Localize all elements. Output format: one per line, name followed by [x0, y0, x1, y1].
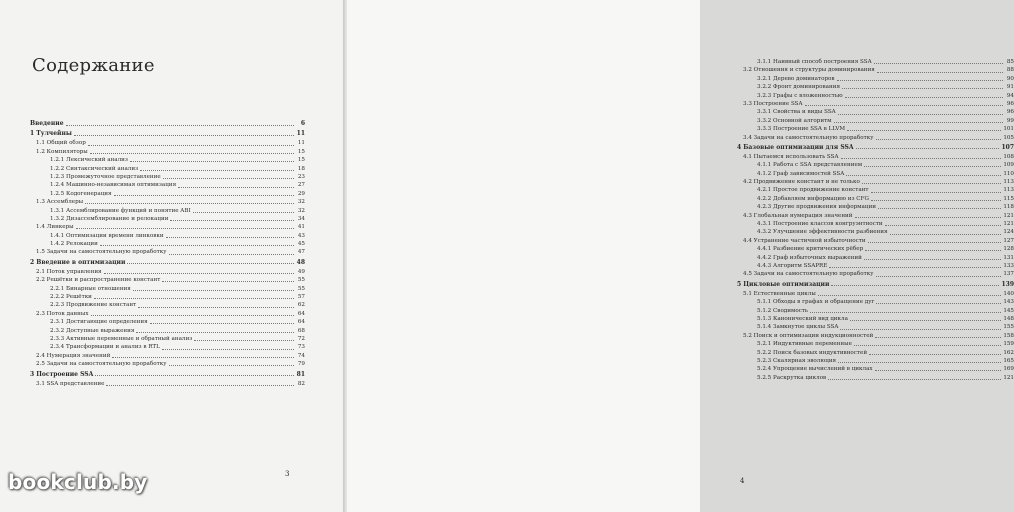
- toc-entry-title: 2.2.1 Бинарные отношения: [50, 285, 131, 292]
- toc-entry-page: 107: [1001, 143, 1014, 151]
- toc-section[interactable]: [30, 148, 305, 156]
- toc-entry-page: 85: [1006, 59, 1014, 65]
- toc-entry-title: 4.1 Пытаемся использовать SSA: [743, 153, 839, 160]
- toc-dot-leader: [76, 223, 294, 229]
- toc-entry-title: 2.3.2 Доступные выражения: [50, 327, 135, 334]
- toc-entry-page: 90: [1006, 75, 1014, 82]
- toc-subsection[interactable]: [737, 125, 1014, 133]
- toc-entry-title: 4.1.2 Граф зависимостей SSA: [757, 170, 845, 177]
- toc-dot-leader: [846, 170, 1001, 176]
- toc-entry-page: 62: [297, 302, 305, 309]
- left-page: [0, 0, 343, 512]
- toc-entry-title: 5.2.4 Упрощение вычислений в циклах: [757, 366, 873, 373]
- toc-entry-title: 1.4.1 Оптимизации времени линковки: [50, 232, 164, 239]
- toc-dot-leader: [885, 220, 1002, 226]
- toc-subsection[interactable]: [30, 301, 305, 309]
- toc-dot-leader: [136, 327, 294, 333]
- toc-dot-leader: [140, 165, 294, 171]
- toc-entry-title: 1.2.2 Синтаксический анализ: [50, 165, 139, 172]
- toc-subsection[interactable]: [737, 228, 1014, 236]
- toc-entry-title: 2.2.2 Решётки: [50, 294, 92, 301]
- toc-entry-page: 110: [1003, 170, 1014, 177]
- toc-dot-leader: [841, 153, 1002, 159]
- toc-entry-title: 2 Введение в оптимизации: [30, 258, 126, 266]
- toc-subsection[interactable]: [30, 318, 305, 326]
- toc-entry-page: 96: [1006, 109, 1014, 116]
- toc-dot-leader: [876, 298, 1001, 304]
- toc-entry-page: 148: [1003, 315, 1014, 322]
- toc-dot-leader: [875, 365, 1002, 371]
- page-number-right: 4: [740, 477, 745, 485]
- toc-dot-leader: [90, 148, 294, 154]
- toc-dot-leader: [874, 58, 1003, 64]
- toc-entry-page: 115: [1003, 195, 1014, 202]
- page-title: Содержание: [32, 55, 155, 76]
- toc-entry-title: 1.2.3 Промежуточное представление: [50, 173, 161, 180]
- toc-dot-leader: [169, 249, 294, 255]
- toc-entry-page: 118: [1003, 204, 1014, 211]
- toc-entry-title: 1.2.4 Машинно-независимая оптимизация: [50, 182, 177, 189]
- toc-dot-leader: [856, 143, 1000, 149]
- toc-entry-page: 79: [297, 361, 305, 368]
- toc-dot-leader: [868, 237, 1002, 243]
- toc-subsection[interactable]: [737, 75, 1014, 83]
- toc-chapter[interactable]: [30, 369, 305, 380]
- toc-entry-page: 133: [1003, 262, 1014, 269]
- toc-subsection[interactable]: [737, 315, 1014, 323]
- toc-section[interactable]: [737, 270, 1014, 278]
- toc-entry-title: 4.4.1 Разбиение критических рёбер: [757, 246, 864, 253]
- toc-dot-leader: [100, 240, 294, 246]
- toc-dot-leader: [112, 352, 294, 358]
- toc-entry-page: 34: [297, 215, 305, 222]
- toc-entry-page: 27: [297, 182, 305, 189]
- toc-entry-title: 4.2.3 Другие продвижения информации: [757, 204, 876, 211]
- toc-entry-title: 2.3.4 Трансформации и анализ в RTL: [50, 344, 160, 351]
- toc-subsection[interactable]: [30, 181, 305, 189]
- toc-section[interactable]: [30, 248, 305, 256]
- toc-subsection[interactable]: [737, 357, 1014, 365]
- toc-entry-page: 140: [1003, 290, 1014, 297]
- toc-dot-leader: [876, 271, 1002, 277]
- toc-entry-title: 3.3 Построение SSA: [743, 100, 803, 107]
- toc-subsection[interactable]: [737, 254, 1014, 262]
- toc-subsection[interactable]: [737, 365, 1014, 373]
- toc-entry-page: 109: [1003, 162, 1014, 169]
- toc-entry-title: 4.5 Задачи на самостоятельную проработку: [743, 271, 874, 278]
- toc-dot-leader: [862, 178, 1001, 184]
- toc-dot-leader: [871, 195, 1001, 201]
- toc-subsection[interactable]: [30, 240, 305, 248]
- toc-entry-title: 3.2.3 Графы с вложенностью: [757, 92, 843, 99]
- toc-entry-title: 1.4 Линкеры: [36, 224, 74, 231]
- toc-entry-page: 45: [297, 241, 305, 248]
- toc-section[interactable]: [737, 290, 1014, 298]
- toc-entry-title: 1.3 Ассемблеры: [36, 199, 84, 206]
- toc-entry-title: 1.3.1 Ассемблирование функций и понятие ABI: [50, 207, 191, 214]
- toc-entry-page: 99: [1006, 117, 1014, 124]
- toc-dot-leader: [850, 315, 1001, 321]
- toc-dot-leader: [838, 109, 1003, 115]
- toc-entry-page: 155: [1003, 324, 1014, 331]
- toc-subsection[interactable]: [737, 298, 1014, 306]
- toc-section[interactable]: [737, 237, 1014, 245]
- toc-dot-leader: [193, 207, 294, 213]
- toc-dot-leader: [74, 130, 294, 136]
- toc-entry-page: 47: [297, 249, 305, 256]
- toc-entry-title: 3.3.1 Свойства и виды SSA: [757, 109, 836, 116]
- toc-entry-title: 5.2.1 Индуктивные переменные: [757, 341, 852, 348]
- toc-subsection[interactable]: [737, 186, 1014, 194]
- toc-entry-page: 165: [1003, 357, 1014, 364]
- toc-entry-page: 74: [297, 352, 305, 359]
- toc-entry-title: 1.5 Задачи на самостоятельную проработку: [36, 249, 167, 256]
- toc-entry-title: 5.1.3 Канонический вид цикла: [757, 315, 848, 322]
- toc-subsection[interactable]: [737, 117, 1014, 125]
- right-page: [347, 0, 1014, 512]
- toc-entry-title: 4.4 Устранение частичной избыточности: [743, 237, 866, 244]
- toc-entry-page: 88: [1006, 67, 1014, 74]
- watermark-logo: bookclub.by: [8, 470, 148, 494]
- toc-entry-title: 3.2.1 Дерево доминаторов: [757, 75, 835, 82]
- toc-entry-title: 3.4 Задачи на самостоятельную проработку: [743, 134, 874, 141]
- toc-subsection[interactable]: [737, 195, 1014, 203]
- toc-entry-title: 4.3 Глобальная нумерация значений: [743, 212, 853, 219]
- toc-entry-title: 2.3.1 Достигающие определения: [50, 319, 148, 326]
- toc-subsection[interactable]: [737, 161, 1014, 169]
- toc-dot-leader: [878, 203, 1001, 209]
- toc-section[interactable]: [30, 276, 305, 284]
- toc-entry-title: 4.4.3 Алгоритм SSAPRE: [757, 262, 828, 269]
- toc-subsection[interactable]: [737, 203, 1014, 211]
- toc-entry-page: 105: [1003, 134, 1014, 141]
- toc-entry-title: 4.3.2 Улучшение эффективности разбиения: [757, 229, 888, 236]
- toc-dot-leader: [85, 198, 294, 204]
- toc-entry-page: 113: [1003, 179, 1014, 186]
- toc-dot-leader: [865, 245, 1001, 251]
- toc-subsection[interactable]: [30, 343, 305, 351]
- toc-dot-leader: [837, 75, 1003, 81]
- toc-entry-page: 11: [297, 140, 305, 147]
- toc-entry-title: 3.3.2 Основной алгоритм: [757, 117, 832, 124]
- toc-dot-leader: [170, 215, 294, 221]
- toc-subsection[interactable]: [737, 108, 1014, 116]
- toc-entry-title: 3.2 Отношения и структуры доминирования: [743, 67, 875, 74]
- toc-subsection[interactable]: [30, 190, 305, 198]
- toc-entry-page: 57: [297, 294, 305, 301]
- toc-dot-leader: [178, 182, 294, 188]
- toc-subsection[interactable]: [737, 245, 1014, 253]
- toc-entry-title: 5.2.3 Скалярная эволюция: [757, 357, 837, 364]
- toc-dot-leader: [847, 125, 1001, 131]
- toc-dot-leader: [831, 280, 999, 286]
- toc-entry-title: 5.2.5 Раскрутка циклов: [757, 374, 827, 381]
- toc-dot-leader: [864, 254, 1001, 260]
- toc-entry-title: Введение: [30, 120, 64, 127]
- toc-entry-title: 3.1.1 Наивный способ построения SSA: [757, 59, 872, 65]
- toc-entry-page: 15: [297, 148, 305, 155]
- toc-entry-title: 4.2.1 Простое продвижение констант: [757, 187, 869, 194]
- toc-dot-leader: [810, 307, 1001, 313]
- toc-subsection[interactable]: [30, 156, 305, 164]
- toc-dot-leader: [805, 100, 1003, 106]
- toc-dot-leader: [877, 67, 1003, 73]
- toc-dot-leader: [163, 173, 294, 179]
- toc-entry-title: 2.2.3 Продвижение констант: [50, 302, 137, 309]
- toc-entry-page: 137: [1003, 271, 1014, 278]
- toc-entry-title: 3 Построение SSA: [30, 370, 94, 378]
- toc-entry-page: 64: [297, 310, 305, 317]
- toc-entry-page: 81: [296, 370, 305, 378]
- toc-dot-leader: [828, 374, 1001, 380]
- toc-section[interactable]: [30, 223, 305, 231]
- toc-subsection[interactable]: [30, 293, 305, 301]
- toc-entry-page: 15: [297, 157, 305, 164]
- toc-subsection[interactable]: [30, 285, 305, 293]
- toc-subsection[interactable]: [30, 335, 305, 343]
- toc-subsection[interactable]: [737, 83, 1014, 91]
- toc-dot-leader: [818, 290, 1002, 296]
- toc-entry-page: 82: [297, 380, 305, 387]
- toc-entry-page: 169: [1003, 366, 1014, 373]
- toc-entry-page: 101: [1003, 126, 1014, 133]
- toc-dot-leader: [94, 293, 294, 299]
- toc-dot-leader: [834, 117, 1003, 123]
- toc-dot-leader: [130, 156, 294, 162]
- toc-dot-leader: [138, 302, 294, 308]
- toc-subsection[interactable]: [30, 232, 305, 240]
- toc-entry-page: 124: [1003, 229, 1014, 236]
- toc-entry-page: 43: [297, 232, 305, 239]
- toc-dot-leader: [890, 229, 1002, 235]
- toc-entry-title: 1.2 Компиляторы: [36, 148, 88, 155]
- toc-subsection[interactable]: [737, 170, 1014, 178]
- toc-subsection[interactable]: [30, 327, 305, 335]
- toc-entry-page: 32: [297, 207, 305, 214]
- toc-section[interactable]: [737, 66, 1014, 74]
- toc-entry-title: 4 Базовые оптимизации для SSA: [737, 143, 854, 151]
- toc-section[interactable]: [30, 380, 305, 388]
- toc-entry-page: 32: [297, 199, 305, 206]
- toc-entry-page: 158: [1003, 332, 1014, 339]
- toc-chapter[interactable]: [737, 142, 1014, 153]
- page-number-left: 3: [285, 470, 290, 478]
- toc-dot-leader: [876, 134, 1002, 140]
- toc-entry-page: 113: [1003, 187, 1014, 194]
- toc-entry-title: 5.1.1 Обходы в графах и обращение дуг: [757, 299, 875, 306]
- toc-dot-leader: [106, 380, 294, 386]
- toc-list-right: [737, 58, 1014, 382]
- toc-entry-page: 41: [297, 224, 305, 231]
- toc-section[interactable]: [737, 153, 1014, 161]
- toc-dot-leader: [871, 187, 1002, 193]
- toc-dot-leader: [150, 318, 294, 324]
- toc-dot-leader: [95, 370, 294, 376]
- toc-entry-title: 5 Цикловые оптимизации: [737, 280, 830, 288]
- toc-entry-page: 73: [297, 344, 305, 351]
- toc-section[interactable]: [737, 332, 1014, 340]
- toc-dot-leader: [162, 276, 294, 282]
- toc-entry-title: 2.3.3 Активные переменные и обратный анализ: [50, 335, 193, 342]
- toc-entry-page: 131: [1003, 254, 1014, 261]
- toc-entry-page: 55: [297, 285, 305, 292]
- toc-subsection[interactable]: [737, 340, 1014, 348]
- toc-entry-title: 1.1 Общий обзор: [36, 140, 86, 147]
- toc-entry-page: 108: [1003, 153, 1014, 160]
- toc-section[interactable]: [737, 100, 1014, 108]
- toc-entry-page: 49: [297, 268, 305, 275]
- toc-subsection[interactable]: [30, 215, 305, 223]
- toc-entry-page: 139: [1001, 280, 1014, 288]
- toc-entry-title: 4.4.2 Граф избыточных выражений: [757, 254, 862, 261]
- toc-chapter[interactable]: [737, 279, 1014, 290]
- toc-entry-page: 64: [297, 319, 305, 326]
- toc-section[interactable]: [737, 178, 1014, 186]
- toc-entry-page: 159: [1003, 341, 1014, 348]
- toc-entry-page: 91: [1006, 84, 1014, 91]
- toc-dot-leader: [169, 360, 294, 366]
- toc-entry-title: 2.5 Задачи на самостоятельную проработку: [36, 361, 167, 368]
- toc-dot-leader: [127, 258, 294, 264]
- toc-entry-title: 2.3 Поток данных: [36, 310, 89, 317]
- toc-entry-page: 55: [297, 277, 305, 284]
- toc-entry-page: 6: [300, 120, 305, 127]
- toc-section[interactable]: [30, 139, 305, 147]
- toc-entry-page: 121: [1003, 212, 1014, 219]
- toc-dot-leader: [104, 268, 294, 274]
- toc-entry-page: 18: [297, 165, 305, 172]
- toc-entry-page: 128: [1003, 246, 1014, 253]
- toc-dot-leader: [864, 161, 1001, 167]
- toc-dot-leader: [194, 335, 294, 341]
- toc-dot-leader: [66, 120, 294, 126]
- toc-entry-page: 121: [1003, 221, 1014, 228]
- toc-entry-title: 4.1.1 Работа с SSA представлением: [757, 162, 863, 169]
- toc-entry-title: 5.1.4 Замкнутое циклы SSA: [757, 324, 839, 331]
- toc-entry-page: 72: [297, 335, 305, 342]
- toc-dot-leader: [829, 262, 1001, 268]
- toc-subsection[interactable]: [737, 58, 1014, 66]
- toc-section[interactable]: [30, 352, 305, 360]
- toc-section[interactable]: [737, 212, 1014, 220]
- toc-entry-title: 4.2.2 Добавляем информацию из CFG: [757, 195, 869, 202]
- toc-entry-title: 1 Тулчейны: [30, 130, 72, 138]
- toc-entry-page: 145: [1003, 307, 1014, 314]
- toc-entry-title: 1.2.5 Кодогенерация: [50, 190, 112, 197]
- toc-entry-title: 5.1.2 Сводимость: [757, 307, 808, 314]
- toc-dot-leader: [838, 357, 1001, 363]
- toc-entry-title: 2.4 Нумерация значений: [36, 352, 111, 359]
- toc-entry-page: 48: [296, 258, 305, 266]
- toc-dot-leader: [875, 332, 1001, 338]
- toc-chapter[interactable]: [30, 257, 305, 268]
- toc-dot-leader: [114, 190, 294, 196]
- toc-subsection[interactable]: [737, 349, 1014, 357]
- toc-subsection[interactable]: [30, 165, 305, 173]
- toc-entry-title: 3.3.3 Построение SSA в LLVM: [757, 126, 846, 133]
- toc-entry-page: 96: [1006, 100, 1014, 107]
- toc-entry-page: 94: [1006, 92, 1014, 99]
- toc-dot-leader: [842, 83, 1003, 89]
- toc-dot-leader: [854, 340, 1001, 346]
- toc-list-left: [30, 120, 305, 388]
- toc-dot-leader: [845, 92, 1003, 98]
- toc-entry-title: 2.2 Решётки и распространение констант: [36, 277, 161, 284]
- toc-chapter[interactable]: [30, 120, 305, 128]
- toc-subsection[interactable]: [737, 323, 1014, 331]
- toc-entry-page: 29: [297, 190, 305, 197]
- toc-section[interactable]: [30, 268, 305, 276]
- toc-entry-page: 127: [1003, 237, 1014, 244]
- toc-entry-page: 121: [1003, 374, 1014, 381]
- toc-entry-page: 68: [297, 327, 305, 334]
- toc-section[interactable]: [30, 310, 305, 318]
- toc-subsection[interactable]: [30, 173, 305, 181]
- toc-dot-leader: [91, 310, 295, 316]
- toc-entry-title: 5.1 Естественные циклы: [743, 290, 816, 297]
- toc-chapter[interactable]: [30, 128, 305, 139]
- toc-entry-title: 1.4.2 Релокации: [50, 241, 98, 248]
- toc-dot-leader: [162, 344, 294, 350]
- toc-subsection[interactable]: [737, 307, 1014, 315]
- toc-section[interactable]: [30, 198, 305, 206]
- toc-dot-leader: [869, 349, 1001, 355]
- toc-dot-leader: [166, 232, 294, 238]
- toc-entry-page: 143: [1003, 299, 1014, 306]
- toc-dot-leader: [88, 140, 294, 146]
- toc-subsection[interactable]: [737, 262, 1014, 270]
- toc-section[interactable]: [737, 134, 1014, 142]
- toc-entry-page: 162: [1003, 349, 1014, 356]
- toc-entry-page: 23: [297, 173, 305, 180]
- toc-entry-title: 5.2.2 Поиск базовых индуктивностей: [757, 349, 868, 356]
- toc-entry-title: 2.1 Поток управления: [36, 268, 102, 275]
- toc-dot-leader: [855, 212, 1002, 218]
- toc-entry-title: 3.1 SSA представление: [36, 380, 105, 387]
- toc-entry-title: 3.2.2 Фронт доминирования: [757, 84, 840, 91]
- toc-dot-leader: [840, 324, 1001, 330]
- toc-subsection[interactable]: [737, 220, 1014, 228]
- toc-entry-title: 5.2 Поиск и оптимизации индукционностей: [743, 332, 874, 339]
- toc-dot-leader: [133, 285, 294, 291]
- toc-entry-title: 4.2 Продвижение констант и не только: [743, 179, 860, 186]
- toc-section[interactable]: [30, 360, 305, 368]
- toc-subsection[interactable]: [30, 207, 305, 215]
- toc-subsection[interactable]: [737, 374, 1014, 382]
- toc-entry-title: 1.3.2 Дизассемблирование и релокации: [50, 215, 169, 222]
- toc-entry-page: 11: [296, 130, 305, 138]
- toc-entry-title: 1.2.1 Лексический анализ: [50, 157, 128, 164]
- toc-entry-title: 4.3.1 Построение классов конгруэнтности: [757, 221, 883, 228]
- toc-subsection[interactable]: [737, 92, 1014, 100]
